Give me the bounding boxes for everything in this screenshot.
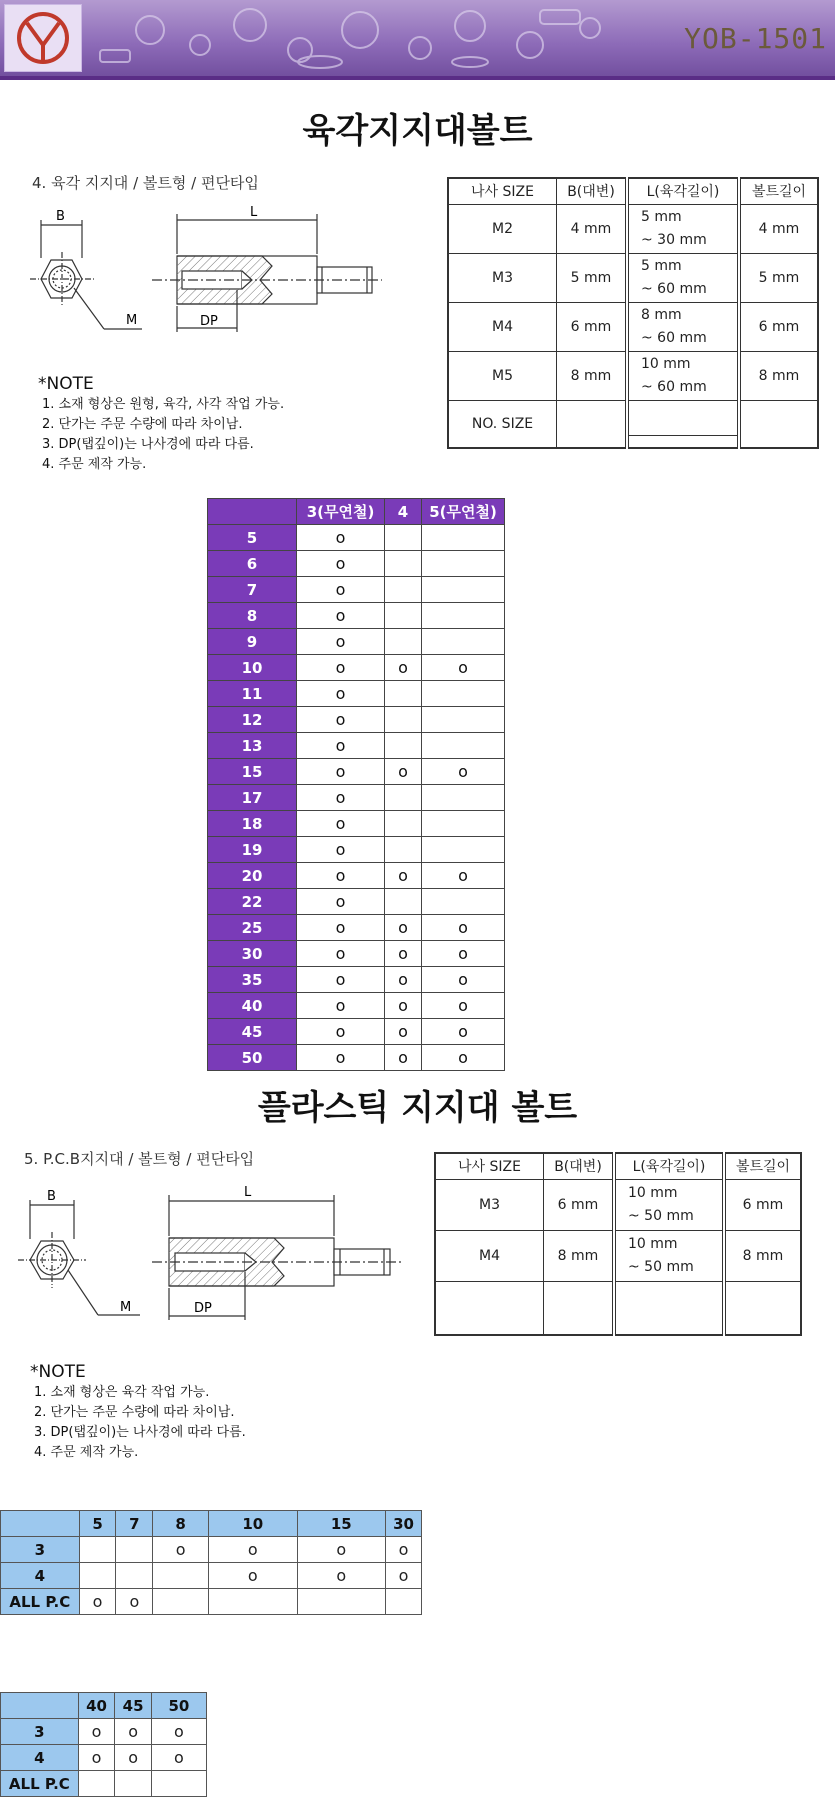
availability-mark: o — [297, 1537, 386, 1563]
cell-l-min: 10 mm — [628, 1235, 678, 1252]
cell-b: 5 mm — [557, 253, 628, 302]
note-item: 2. 단가는 주문 수량에 따라 차이남. — [34, 1405, 235, 1420]
note-item: 1. 소재 형상은 원형, 육각, 사각 작업 가능. — [42, 397, 285, 412]
row-length-label: 45 — [208, 1019, 297, 1045]
cell-bolt: 5 mm — [739, 253, 818, 302]
cell-l-max: ~ 50 mm — [628, 1207, 694, 1224]
availability-mark — [151, 1771, 206, 1797]
corner-cell — [208, 499, 297, 525]
availability-row — [208, 707, 505, 733]
section2-title: 플라스틱 지지대 볼트 — [257, 1088, 578, 1128]
row-length-label: 12 — [208, 707, 297, 733]
row-length-label: 6 — [208, 551, 297, 577]
dim-m-label: M — [126, 313, 138, 328]
section1-subtitle: 4. 육각 지지대 / 볼트형 / 편단타입 — [32, 174, 259, 192]
availability-mark: o — [297, 915, 385, 941]
spec-row — [448, 253, 818, 302]
product-code: YOB-1501 — [684, 22, 827, 55]
availability-mark — [385, 733, 422, 759]
availability-mark — [115, 1771, 152, 1797]
dim-l-label: L — [244, 1185, 252, 1200]
availability-mark: o — [297, 967, 385, 993]
availability-mark: o — [297, 733, 385, 759]
availability-row — [208, 733, 505, 759]
availability-mark: o — [297, 785, 385, 811]
section2-subtitle: 5. P.C.B지지대 / 볼트형 / 편단타입 — [24, 1150, 255, 1168]
header-thread-size: 나사 SIZE — [448, 178, 557, 204]
row-label: 3 — [1, 1719, 79, 1745]
availability-mark: o — [153, 1537, 209, 1563]
cell-l — [627, 253, 739, 302]
note-item: 1. 소재 형상은 육각 작업 가능. — [34, 1385, 210, 1400]
header-bolt-length: 볼트길이 — [724, 1153, 801, 1179]
availability-mark — [385, 707, 422, 733]
dim-dp-label: DP — [200, 314, 218, 329]
availability-mark: o — [297, 1045, 385, 1071]
availability-mark: o — [422, 1019, 505, 1045]
cell-bolt: 6 mm — [724, 1179, 801, 1230]
availability-mark: o — [115, 1719, 152, 1745]
cell-size: M3 — [435, 1179, 544, 1230]
availability-mark: o — [422, 863, 505, 889]
availability-row — [208, 993, 505, 1019]
row-length-label: 30 — [208, 941, 297, 967]
col-header: 15 — [297, 1511, 386, 1537]
availability-mark: o — [297, 655, 385, 681]
cell-l-min: 5 mm — [641, 257, 682, 274]
availability-row — [208, 915, 505, 941]
availability-row — [208, 629, 505, 655]
availability-mark: o — [422, 967, 505, 993]
cell-b: 8 mm — [544, 1230, 615, 1281]
row-length-label: 17 — [208, 785, 297, 811]
availability-row — [208, 603, 505, 629]
availability-mark: o — [297, 863, 385, 889]
cell-b — [544, 1281, 615, 1335]
cell-b: 6 mm — [557, 302, 628, 351]
availability-mark — [386, 1589, 422, 1615]
availability-mark — [385, 811, 422, 837]
availability-mark — [422, 811, 505, 837]
cell-l-min: 5 mm — [641, 208, 682, 225]
availability-mark: o — [422, 915, 505, 941]
availability-mark: o — [422, 941, 505, 967]
col-header: 50 — [151, 1693, 206, 1719]
row-length-label: 35 — [208, 967, 297, 993]
availability-mark: o — [297, 941, 385, 967]
spec-row — [448, 400, 818, 448]
availability-mark: o — [422, 1045, 505, 1071]
availability-mark: o — [208, 1537, 297, 1563]
header-b: B(대변) — [544, 1153, 615, 1179]
section2-length-table-a — [0, 1510, 422, 1615]
note-item: 2. 단가는 주문 수량에 따라 차이남. — [42, 417, 243, 432]
row-length-label: 13 — [208, 733, 297, 759]
col-header: 3(무연철) — [297, 499, 385, 525]
availability-mark — [116, 1563, 153, 1589]
availability-mark: o — [116, 1589, 153, 1615]
dim-dp-label: DP — [194, 1301, 212, 1316]
cell-bolt: 8 mm — [724, 1230, 801, 1281]
row-length-label: 18 — [208, 811, 297, 837]
header-thread-size: 나사 SIZE — [435, 1153, 544, 1179]
cell-l — [614, 1281, 724, 1335]
spec-row — [435, 1230, 801, 1281]
availability-row — [208, 811, 505, 837]
header-l: L(육각길이) — [627, 178, 739, 204]
availability-mark: o — [385, 993, 422, 1019]
col-header: 4 — [385, 499, 422, 525]
availability-mark — [79, 1563, 116, 1589]
row-length-label: 7 — [208, 577, 297, 603]
note-item: 3. DP(탭깊이)는 나사경에 따라 다름. — [42, 437, 254, 452]
section1-availability-table — [207, 498, 505, 1071]
availability-row — [208, 837, 505, 863]
availability-mark: o — [385, 655, 422, 681]
availability-row — [208, 551, 505, 577]
availability-mark — [385, 577, 422, 603]
section1-title: 육각지지대볼트 — [302, 111, 533, 151]
availability-mark: o — [297, 577, 385, 603]
availability-mark: o — [297, 551, 385, 577]
availability-mark: o — [385, 941, 422, 967]
col-header: 45 — [115, 1693, 152, 1719]
row-length-label: 5 — [208, 525, 297, 551]
availability-mark: o — [386, 1563, 422, 1589]
dim-b-label: B — [47, 1189, 56, 1204]
availability-row — [208, 759, 505, 785]
availability-row — [208, 941, 505, 967]
availability-mark — [297, 1589, 386, 1615]
row-label: 3 — [1, 1537, 80, 1563]
note-item: 4. 주문 제작 가능. — [42, 457, 147, 472]
row-label: ALL P.C — [1, 1771, 79, 1797]
section2-length-table-b — [0, 1692, 207, 1797]
availability-mark: o — [79, 1589, 116, 1615]
availability-mark — [78, 1771, 115, 1797]
company-logo — [4, 4, 82, 72]
cell-bolt — [724, 1281, 801, 1335]
section2-drawing — [12, 1180, 412, 1350]
col-header: 5(무연철) — [422, 499, 505, 525]
availability-mark: o — [297, 811, 385, 837]
cell-size — [435, 1281, 544, 1335]
col-header: 8 — [153, 1511, 209, 1537]
note-title: *NOTE — [38, 374, 94, 394]
spec-row — [435, 1281, 801, 1335]
cell-l-max: ~ 60 mm — [641, 378, 707, 395]
cell-size: M3 — [448, 253, 557, 302]
spec-row — [435, 1179, 801, 1230]
availability-row — [208, 863, 505, 889]
cell-l — [627, 351, 739, 400]
cell-bolt: 4 mm — [739, 204, 818, 253]
corner-cell — [1, 1511, 80, 1537]
cell-b — [557, 400, 628, 448]
availability-mark: o — [297, 837, 385, 863]
availability-mark: o — [297, 993, 385, 1019]
availability-row — [208, 785, 505, 811]
row-length-label: 15 — [208, 759, 297, 785]
availability-mark — [385, 551, 422, 577]
availability-mark — [422, 889, 505, 915]
availability-mark: o — [151, 1719, 206, 1745]
note-item: 4. 주문 제작 가능. — [34, 1445, 139, 1460]
availability-mark — [422, 733, 505, 759]
availability-mark — [79, 1537, 116, 1563]
cell-b: 6 mm — [544, 1179, 615, 1230]
availability-mark — [422, 837, 505, 863]
header-bolt-length: 볼트길이 — [739, 178, 818, 204]
note-item: 3. DP(탭깊이)는 나사경에 따라 다름. — [34, 1425, 246, 1440]
availability-mark — [385, 681, 422, 707]
cell-l-min — [629, 411, 737, 436]
note-title: *NOTE — [30, 1362, 86, 1382]
row-length-label: 8 — [208, 603, 297, 629]
header-b: B(대변) — [557, 178, 628, 204]
row-length-label: 40 — [208, 993, 297, 1019]
row-label: ALL P.C — [1, 1589, 80, 1615]
cell-l — [614, 1230, 724, 1281]
availability-mark: o — [78, 1719, 115, 1745]
cell-bolt — [739, 400, 818, 448]
availability-mark: o — [78, 1745, 115, 1771]
cell-l-min: 10 mm — [628, 1184, 678, 1201]
row-length-label: 9 — [208, 629, 297, 655]
availability-row — [208, 1019, 505, 1045]
row-length-label: 19 — [208, 837, 297, 863]
availability-mark — [422, 629, 505, 655]
row-length-label: 50 — [208, 1045, 297, 1071]
availability-mark — [116, 1537, 153, 1563]
availability-mark — [385, 603, 422, 629]
availability-mark: o — [297, 603, 385, 629]
availability-mark — [422, 603, 505, 629]
availability-mark: o — [385, 915, 422, 941]
availability-mark — [385, 837, 422, 863]
availability-mark — [385, 889, 422, 915]
availability-mark: o — [422, 759, 505, 785]
spec-row — [448, 302, 818, 351]
table-row — [1, 1745, 207, 1771]
row-label: 4 — [1, 1563, 80, 1589]
row-length-label: 20 — [208, 863, 297, 889]
availability-mark: o — [297, 629, 385, 655]
cell-l — [627, 204, 739, 253]
availability-mark: o — [297, 525, 385, 551]
cell-l — [614, 1179, 724, 1230]
section2-note — [30, 1361, 246, 1463]
table-row — [1, 1563, 422, 1589]
availability-mark: o — [115, 1745, 152, 1771]
row-length-label: 11 — [208, 681, 297, 707]
table-row — [1, 1719, 207, 1745]
availability-mark — [153, 1563, 209, 1589]
section1-drawing — [22, 200, 422, 370]
row-length-label: 25 — [208, 915, 297, 941]
availability-mark: o — [385, 967, 422, 993]
availability-row — [208, 577, 505, 603]
row-length-label: 22 — [208, 889, 297, 915]
availability-mark: o — [297, 1019, 385, 1045]
availability-mark: o — [208, 1563, 297, 1589]
availability-mark — [422, 577, 505, 603]
availability-row — [208, 655, 505, 681]
cell-l-max: ~ 30 mm — [641, 231, 707, 248]
cell-bolt: 6 mm — [739, 302, 818, 351]
col-header: 30 — [386, 1511, 422, 1537]
row-label: 4 — [1, 1745, 79, 1771]
availability-row — [208, 967, 505, 993]
availability-mark — [153, 1589, 209, 1615]
section1-note — [38, 373, 284, 475]
spec-row — [448, 351, 818, 400]
table-row — [1, 1771, 207, 1797]
dim-m-label: M — [120, 1300, 132, 1315]
cell-l-max: ~ 60 mm — [641, 329, 707, 346]
cell-l — [627, 302, 739, 351]
col-header: 7 — [116, 1511, 153, 1537]
dim-b-label: B — [56, 209, 65, 224]
spec-row — [448, 204, 818, 253]
availability-mark: o — [297, 759, 385, 785]
cell-b: 4 mm — [557, 204, 628, 253]
availability-mark — [422, 551, 505, 577]
cell-l-max: ~ 50 mm — [628, 1258, 694, 1275]
availability-mark — [422, 707, 505, 733]
availability-mark: o — [385, 759, 422, 785]
cell-b: 8 mm — [557, 351, 628, 400]
availability-mark: o — [422, 655, 505, 681]
corner-cell — [1, 1693, 79, 1719]
header-banner — [0, 0, 835, 80]
cell-size: M4 — [435, 1230, 544, 1281]
availability-mark: o — [385, 1045, 422, 1071]
cell-size: NO. SIZE — [448, 400, 557, 448]
cell-l-max: ~ 60 mm — [641, 280, 707, 297]
cell-l-min: 8 mm — [641, 306, 682, 323]
availability-mark — [385, 629, 422, 655]
table-row — [1, 1537, 422, 1563]
availability-mark — [208, 1589, 297, 1615]
availability-mark — [385, 525, 422, 551]
col-header: 5 — [79, 1511, 116, 1537]
availability-mark — [422, 525, 505, 551]
availability-mark: o — [297, 1563, 386, 1589]
availability-row — [208, 525, 505, 551]
availability-mark — [422, 681, 505, 707]
availability-mark: o — [385, 1019, 422, 1045]
col-header: 40 — [78, 1693, 115, 1719]
col-header: 10 — [208, 1511, 297, 1537]
availability-mark — [422, 785, 505, 811]
cell-size: M2 — [448, 204, 557, 253]
availability-mark — [385, 785, 422, 811]
table-row — [1, 1589, 422, 1615]
availability-row — [208, 1045, 505, 1071]
dim-l-label: L — [250, 205, 258, 220]
availability-mark: o — [385, 863, 422, 889]
cell-size: M4 — [448, 302, 557, 351]
availability-mark: o — [151, 1745, 206, 1771]
cell-bolt: 8 mm — [739, 351, 818, 400]
cell-l — [627, 400, 739, 448]
cell-l-min: 10 mm — [641, 355, 691, 372]
availability-mark: o — [422, 993, 505, 1019]
section2-spec-table — [434, 1152, 802, 1336]
availability-mark: o — [297, 889, 385, 915]
row-length-label: 10 — [208, 655, 297, 681]
header-l: L(육각길이) — [614, 1153, 724, 1179]
availability-mark: o — [386, 1537, 422, 1563]
availability-row — [208, 889, 505, 915]
section1-spec-table — [447, 177, 819, 449]
availability-row — [208, 681, 505, 707]
cell-size: M5 — [448, 351, 557, 400]
availability-mark: o — [297, 681, 385, 707]
availability-mark: o — [297, 707, 385, 733]
